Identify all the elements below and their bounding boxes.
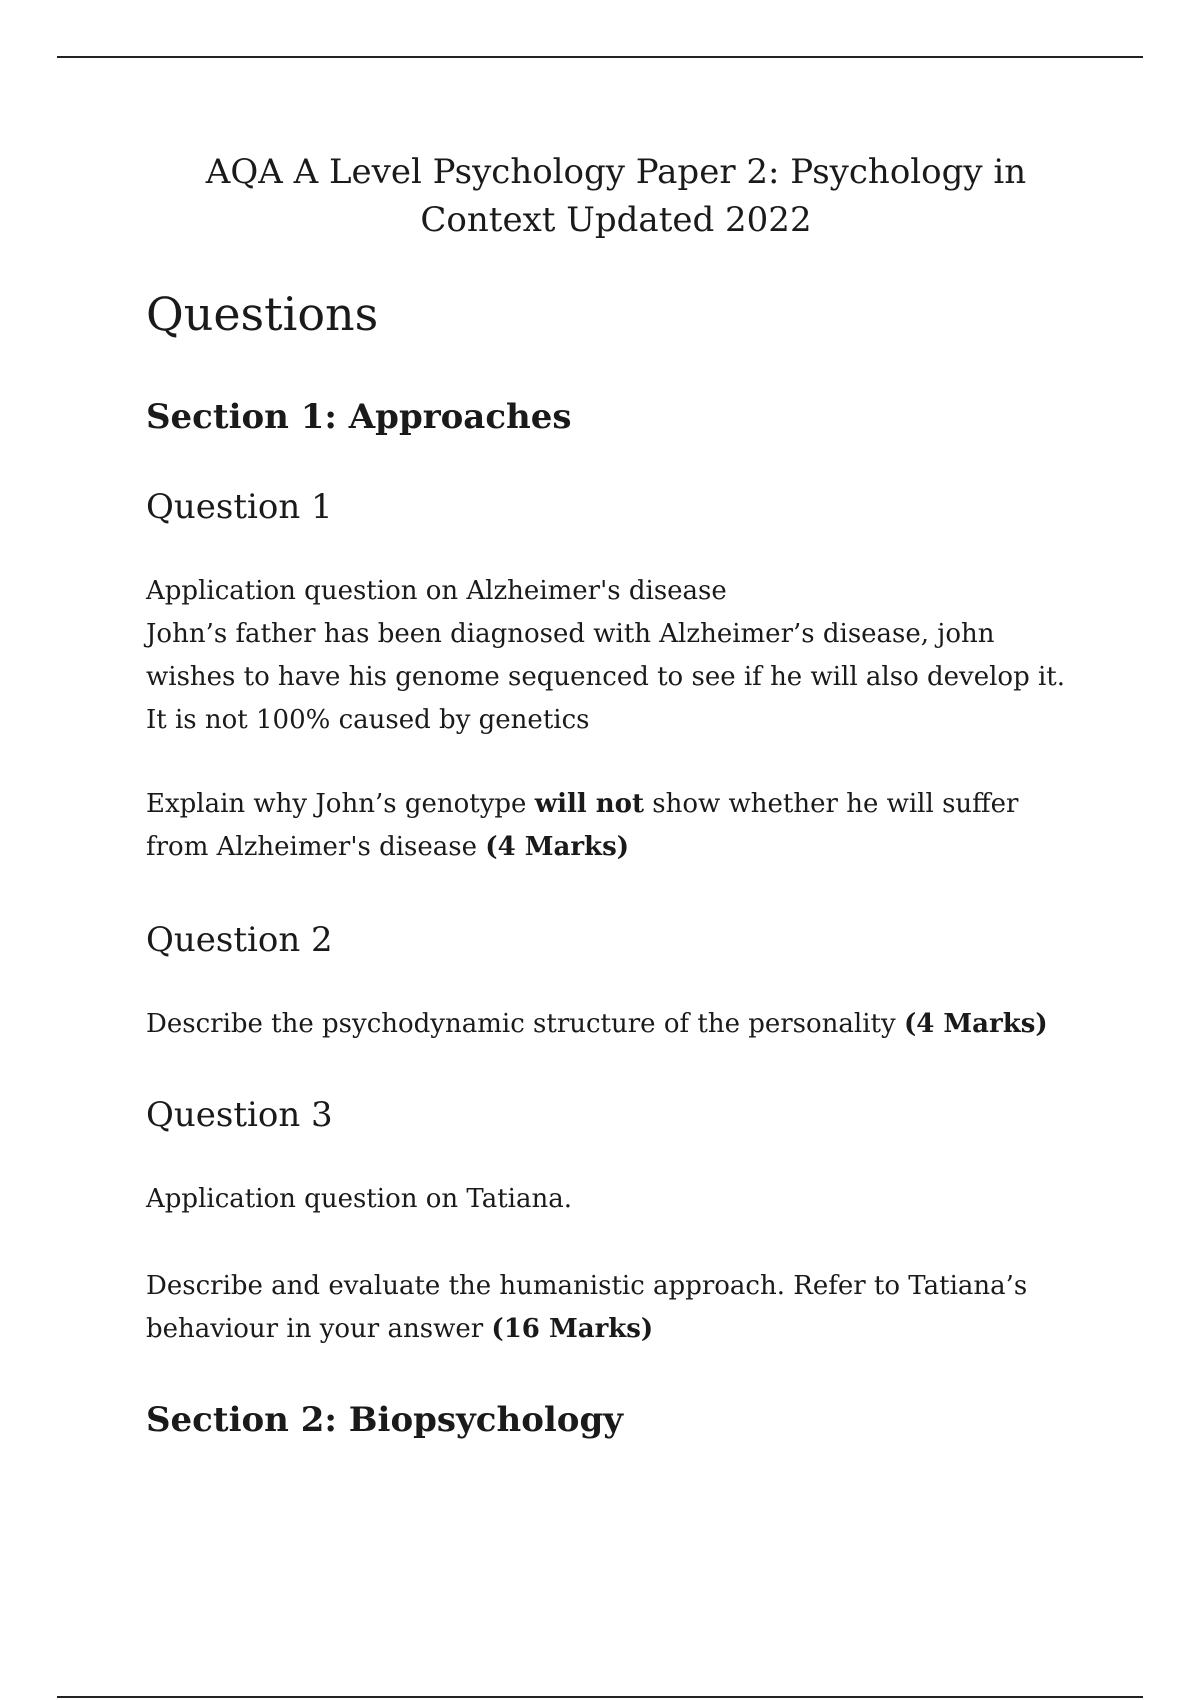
question-2-heading: Question 2 bbox=[146, 920, 333, 960]
top-rule bbox=[57, 56, 1143, 58]
bottom-rule bbox=[57, 1696, 1143, 1698]
question-1-intro: Application question on Alzheimer's disease John’s father has been diagnosed with Alzheimer’s disease, john wishes to have his genome sequenced to see if he will also develop it. It is not 100% caused by genetics bbox=[146, 576, 1066, 735]
section-2-heading: Section 2: Biopsychology bbox=[146, 1400, 624, 1440]
question-1-prompt-text: Explain why John’s genotype bbox=[146, 789, 535, 819]
question-3-heading: Question 3 bbox=[146, 1095, 333, 1135]
question-1-emphasis: will not bbox=[534, 789, 645, 819]
question-2-marks: (4 Marks) bbox=[903, 1009, 1048, 1039]
question-3-prompt-text: Describe and evaluate the humanistic approach. Refer to Tatiana’s behaviour in your answer bbox=[146, 1271, 1028, 1344]
question-1-prompt-text-end: show whether he will suffer from Alzheimer's disease bbox=[146, 789, 1019, 862]
question-1-heading: Question 1 bbox=[146, 487, 333, 527]
question-2-prompt bbox=[146, 1003, 1086, 1046]
question-3-marks: (16 Marks) bbox=[491, 1314, 654, 1344]
section-1-heading: Section 1: Approaches bbox=[146, 397, 572, 437]
question-2-prompt-text: Describe the psychodynamic structure of the personality bbox=[146, 1009, 904, 1039]
questions-heading: Questions bbox=[146, 287, 379, 341]
document-title: AQA A Level Psychology Paper 2: Psychology in Context Updated 2022 bbox=[205, 152, 1027, 240]
question-3-intro: Application question on Tatiana. bbox=[146, 1184, 572, 1214]
question-1-prompt bbox=[146, 783, 1086, 869]
question-1-marks: (4 Marks) bbox=[485, 832, 630, 862]
question-3-prompt bbox=[146, 1265, 1086, 1351]
